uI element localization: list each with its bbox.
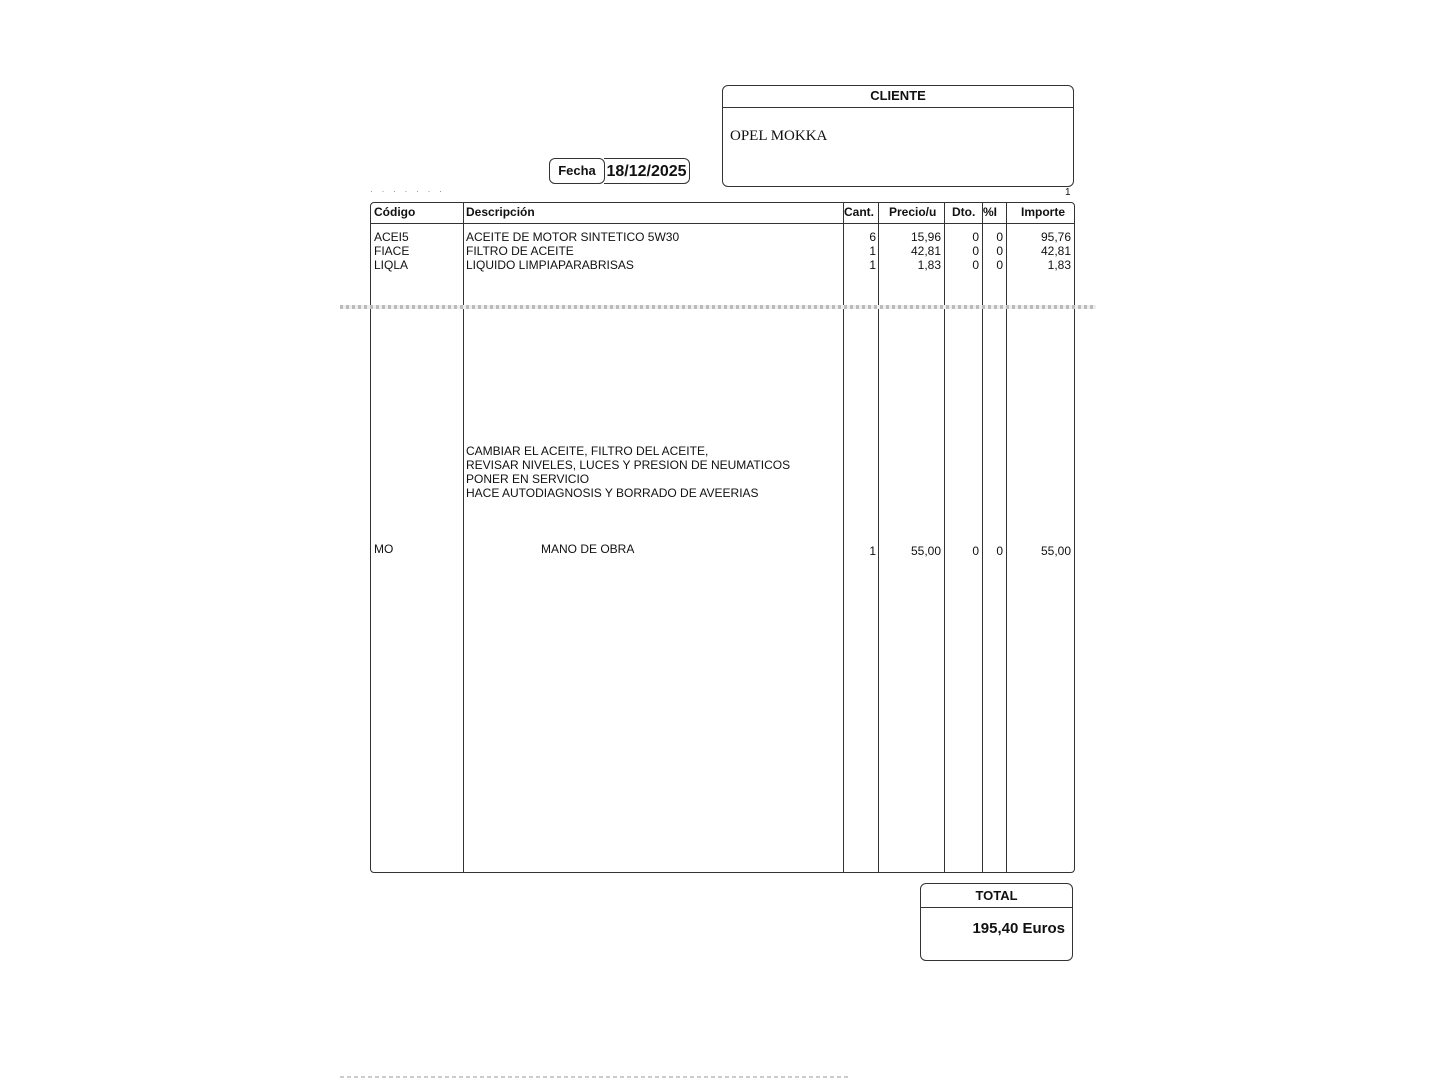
col-header-pct: %I bbox=[983, 205, 998, 219]
row-precio: 15,96 bbox=[910, 230, 941, 244]
row-importe: 42,81 bbox=[1040, 244, 1071, 258]
col-header-cant: Cant. bbox=[844, 205, 874, 219]
column-divider bbox=[944, 203, 945, 872]
date-value: 18/12/2025 bbox=[604, 158, 690, 184]
row-dto: 0 bbox=[972, 244, 979, 258]
labor-pct: 0 bbox=[996, 544, 1003, 558]
column-divider bbox=[463, 203, 464, 872]
total-box bbox=[920, 883, 1073, 961]
row-pct: 0 bbox=[996, 244, 1003, 258]
row-dto: 0 bbox=[972, 230, 979, 244]
column-divider bbox=[1006, 203, 1007, 872]
labor-codigo: MO bbox=[374, 542, 394, 556]
labor-cant: 1 bbox=[869, 544, 876, 558]
client-name: OPEL MOKKA bbox=[730, 128, 828, 144]
row-codigo: LIQLA bbox=[374, 258, 409, 272]
row-pct: 0 bbox=[996, 230, 1003, 244]
work-note: REVISAR NIVELES, LUCES Y PRESION DE NEUMATICOS bbox=[466, 458, 791, 472]
row-cant: 1 bbox=[869, 258, 876, 272]
row-cant: 6 bbox=[869, 230, 876, 244]
scan-artifact: · · · · · · · bbox=[370, 186, 445, 196]
work-note: PONER EN SERVICIO bbox=[466, 472, 590, 486]
scan-artifact-band bbox=[340, 305, 1096, 309]
labor-descripcion: MANO DE OBRA bbox=[541, 542, 635, 556]
col-header-importe: Importe bbox=[1021, 205, 1066, 219]
column-divider bbox=[982, 203, 983, 872]
labor-importe: 55,00 bbox=[1040, 544, 1071, 558]
col-header-codigo: Código bbox=[374, 205, 416, 219]
labor-precio: 55,00 bbox=[910, 544, 941, 558]
work-note: CAMBIAR EL ACEITE, FILTRO DEL ACEITE, bbox=[466, 444, 709, 458]
col-header-dto: Dto. bbox=[952, 205, 976, 219]
row-precio: 42,81 bbox=[910, 244, 941, 258]
row-codigo: ACEI5 bbox=[374, 230, 409, 244]
row-descripcion: ACEITE DE MOTOR SINTETICO 5W30 bbox=[466, 230, 680, 244]
work-note: HACE AUTODIAGNOSIS Y BORRADO DE AVEERIAS bbox=[466, 486, 759, 500]
row-dto: 0 bbox=[972, 258, 979, 272]
row-descripcion: LIQUIDO LIMPIAPARABRISAS bbox=[466, 258, 634, 272]
date-label: Fecha bbox=[549, 158, 605, 184]
col-header-precio: Precio/u bbox=[889, 205, 937, 219]
header-divider bbox=[371, 223, 1074, 224]
row-importe: 1,83 bbox=[1047, 258, 1071, 272]
column-divider bbox=[878, 203, 879, 872]
line-items-table bbox=[370, 202, 1075, 873]
col-header-descripcion: Descripción bbox=[466, 205, 535, 219]
column-divider bbox=[843, 203, 844, 872]
row-descripcion: FILTRO DE ACEITE bbox=[466, 244, 574, 258]
total-header: TOTAL bbox=[921, 884, 1072, 908]
page-number: 1 bbox=[1065, 187, 1071, 198]
row-codigo: FIACE bbox=[374, 244, 410, 258]
labor-dto: 0 bbox=[972, 544, 979, 558]
row-importe: 95,76 bbox=[1040, 230, 1071, 244]
client-box bbox=[722, 85, 1074, 187]
total-value: 195,40 Euros bbox=[972, 920, 1065, 937]
client-header: CLIENTE bbox=[723, 86, 1073, 108]
row-precio: 1,83 bbox=[917, 258, 941, 272]
scan-artifact-bottom bbox=[340, 1076, 850, 1078]
row-pct: 0 bbox=[996, 258, 1003, 272]
row-cant: 1 bbox=[869, 244, 876, 258]
